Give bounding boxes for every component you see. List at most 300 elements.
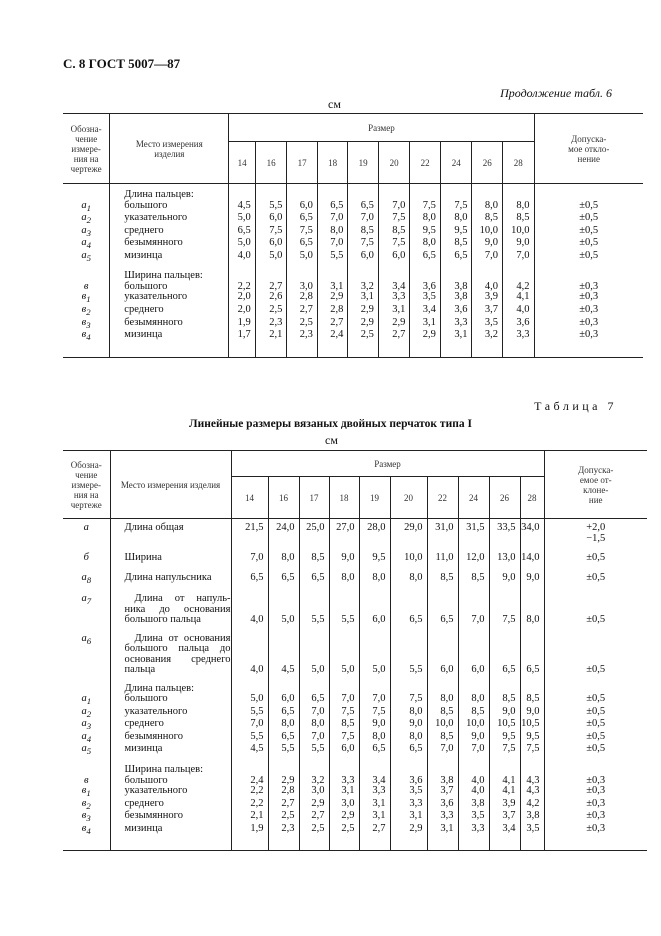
value-cell-16: 2,5 [268, 811, 299, 824]
value-cell-19: 8,0 [359, 573, 390, 586]
code-index: 1 [86, 294, 91, 305]
value-cell-18: 7,5 [329, 732, 359, 745]
tolerance-cell: ±0,5 [544, 744, 647, 757]
value-cell-28: 8,5 [502, 213, 534, 226]
table-row [63, 824, 647, 837]
measurement-code: $в_2$ [81, 304, 91, 318]
empty-cell [299, 836, 329, 851]
value-cell-24: 10,0 [458, 719, 489, 732]
place-cell: безымянного [110, 318, 229, 331]
value-cell-20: 3,1 [390, 811, 427, 824]
place-cell: среднего [110, 799, 231, 812]
value-cell-22: 3,1 [427, 824, 458, 837]
place-cell: большого [110, 776, 231, 787]
value-cell-16: 6,0 [255, 213, 287, 226]
empty-cell [255, 263, 287, 271]
empty-cell [229, 263, 255, 271]
tolerance-cell: ±0,5 [544, 634, 647, 676]
value-cell-18: 2,5 [329, 824, 359, 837]
value-cell-26: 8,0 [472, 201, 503, 214]
code-cell [63, 634, 110, 676]
value-cell-20: 2,7 [378, 330, 410, 343]
value-cell-14: 1,9 [231, 824, 268, 837]
empty-cell [231, 765, 268, 776]
value-cell-16: 6,0 [255, 238, 287, 251]
value-cell-18: 6,5 [317, 201, 348, 214]
value-cell-20: 7,5 [378, 213, 410, 226]
value-cell-17: 2,7 [299, 811, 329, 824]
size-header-18: 18 [317, 142, 348, 184]
code-index: 3 [86, 721, 92, 732]
value-cell-24: 3,8 [440, 292, 472, 305]
header-tolerance: Допуска- емое от- клоне- ние [544, 451, 647, 519]
code-index: 4 [86, 825, 91, 836]
size-header-24: 24 [440, 142, 472, 184]
value-cell-16: 2,3 [268, 824, 299, 837]
value-cell-24: 3,3 [458, 824, 489, 837]
value-cell-14: 7,0 [231, 553, 268, 564]
value-cell-22: 9,5 [410, 226, 441, 239]
value-cell-20: 8,5 [378, 226, 410, 239]
value-cell-14: 4,0 [231, 634, 268, 676]
value-cell-17: 5,5 [299, 744, 329, 757]
value-cell-19: 2,7 [359, 824, 390, 837]
value-cell-24: 9,0 [458, 732, 489, 745]
tolerance-cell: ±0,5 [544, 553, 647, 564]
value-cell-28: 3,5 [520, 824, 544, 837]
value-cell-28: 7,0 [502, 251, 534, 264]
value-cell-20: 8,0 [390, 707, 427, 720]
tolerance-cell: ±0,5 [534, 226, 643, 239]
size-header-17: 17 [287, 142, 318, 184]
empty-cell [231, 676, 268, 684]
value-cell-18: 2,9 [317, 292, 348, 305]
value-cell-26: 3,7 [472, 305, 503, 318]
value-cell-22: 11,0 [427, 553, 458, 564]
tolerance-cell: ±0,3 [534, 305, 643, 318]
empty-cell [544, 765, 647, 776]
value-cell-22: 6,5 [427, 594, 458, 626]
value-cell-16: 2,3 [255, 318, 287, 331]
place-cell: безымянного [110, 732, 231, 745]
value-cell-22: 8,0 [410, 213, 441, 226]
tolerance-cell: ±0,5 [534, 251, 643, 264]
size-header-14: 14 [231, 477, 268, 519]
empty-cell [458, 765, 489, 776]
value-cell-24: 4,0 [458, 786, 489, 799]
empty-cell [489, 765, 520, 776]
code-index: 5 [86, 252, 91, 263]
empty-cell [427, 676, 458, 684]
value-cell-24: 7,0 [458, 744, 489, 757]
empty-cell [489, 836, 520, 851]
tolerance-cell: ±0,3 [534, 292, 643, 305]
value-cell-24: 6,5 [440, 251, 472, 264]
value-cell-18: 2,9 [329, 811, 359, 824]
empty-cell [410, 263, 441, 271]
size-header-26: 26 [489, 477, 520, 519]
value-cell-22: 8,5 [427, 573, 458, 586]
value-cell-19: 9,5 [359, 553, 390, 564]
value-cell-26: 9,0 [489, 573, 520, 586]
value-cell-28: 4,2 [520, 799, 544, 812]
empty-cell [231, 836, 268, 851]
value-cell-18: 6,0 [329, 744, 359, 757]
table-row [63, 305, 643, 318]
tolerance-cell: ±0,5 [544, 732, 647, 745]
code-index: 2 [86, 800, 91, 811]
place-cell: мизинца [110, 251, 229, 264]
table-row [63, 238, 643, 251]
code-index: 4 [86, 733, 92, 744]
value-cell-22: 7,0 [427, 744, 458, 757]
empty-cell [287, 263, 318, 271]
size-header-16: 16 [255, 142, 287, 184]
value-cell-19: 6,0 [348, 251, 379, 264]
value-cell-14: 1,9 [229, 318, 255, 331]
empty-cell [390, 765, 427, 776]
header-size: Размер [231, 451, 544, 477]
empty-cell [472, 263, 503, 271]
group-title: Ширина пальцев: [110, 765, 231, 776]
value-cell-14: 6,5 [229, 226, 255, 239]
empty-cell [359, 836, 390, 851]
code-cell [63, 305, 110, 318]
empty-cell [299, 585, 329, 594]
empty-cell [502, 263, 534, 271]
empty-cell [255, 343, 287, 358]
empty-cell [268, 836, 299, 851]
value-cell-14: 2,0 [229, 292, 255, 305]
place-cell: среднего [110, 226, 229, 239]
value-cell-28: 10,5 [520, 719, 544, 732]
value-cell-16: 6,5 [268, 707, 299, 720]
value-cell-18: 7,0 [317, 213, 348, 226]
empty-cell [520, 836, 544, 851]
size-header-28: 28 [502, 142, 534, 184]
tolerance-cell: ±0,3 [534, 330, 643, 343]
code-cell [63, 238, 110, 251]
table7-unit: см [325, 433, 338, 447]
value-cell-17: 3,0 [287, 282, 318, 293]
size-header-18: 18 [329, 477, 359, 519]
value-cell-20: 5,5 [390, 634, 427, 676]
table-row [63, 251, 643, 264]
empty-cell [231, 757, 268, 765]
empty-cell [229, 190, 255, 201]
empty-cell [544, 676, 647, 684]
value-cell-24: 9,5 [440, 226, 472, 239]
code-cell [63, 573, 110, 586]
value-cell-26: 7,0 [472, 251, 503, 264]
measurement-code: $в_2$ [81, 797, 91, 811]
empty-cell [534, 263, 643, 271]
measurement-code: в [83, 280, 89, 292]
code-cell [63, 594, 110, 626]
table7-title: Линейные размеры вязаных двойных перчаток типа I [189, 418, 472, 430]
empty-cell [268, 757, 299, 765]
code-index: 2 [86, 708, 92, 719]
value-cell-17: 7,0 [299, 732, 329, 745]
empty-cell [390, 626, 427, 634]
value-cell-14: 2,2 [231, 786, 268, 799]
value-cell-26: 3,5 [472, 318, 503, 331]
place-cell: Ширина [110, 553, 231, 564]
value-cell-16: 2,9 [268, 776, 299, 787]
measurement-code: $a_3$ [81, 224, 91, 238]
code-index: 6 [86, 635, 92, 646]
table-row [63, 634, 647, 676]
table6-unit: см [328, 97, 341, 111]
size-header-16: 16 [268, 477, 299, 519]
code-cell [63, 786, 110, 799]
value-cell-28: 4,2 [502, 282, 534, 293]
empty-cell [63, 263, 110, 271]
tolerance-cell: ±0,3 [534, 318, 643, 331]
value-cell-16: 5,5 [255, 201, 287, 214]
empty-cell [440, 263, 472, 271]
size-header-20: 20 [390, 477, 427, 519]
empty-cell [359, 626, 390, 634]
value-cell-16: 24,0 [268, 523, 299, 544]
size-header-19: 19 [348, 142, 379, 184]
value-cell-18: 8,0 [329, 573, 359, 586]
value-cell-16: 6,0 [268, 694, 299, 707]
value-cell-28: 8,0 [520, 594, 544, 626]
value-cell-20: 7,0 [378, 201, 410, 214]
value-cell-22: 3,6 [427, 799, 458, 812]
value-cell-19: 5,0 [359, 634, 390, 676]
place-line: Длина от основания [134, 632, 231, 644]
value-cell-16: 5,5 [268, 744, 299, 757]
measurement-code: $a_4$ [81, 730, 92, 744]
value-cell-20: 3,5 [390, 786, 427, 799]
measurement-code: б [83, 552, 89, 563]
value-cell-16: 8,0 [268, 553, 299, 564]
value-cell-26: 9,0 [489, 707, 520, 720]
value-cell-18: 7,5 [329, 707, 359, 720]
place-cell: Длина напульсника [110, 573, 231, 586]
value-cell-22: 10,0 [427, 719, 458, 732]
value-cell-17: 3,2 [299, 776, 329, 787]
value-cell-19: 7,5 [359, 707, 390, 720]
value-cell-22: 2,9 [410, 330, 441, 343]
value-cell-22: 3,5 [410, 292, 441, 305]
value-cell-17: 7,0 [299, 707, 329, 720]
empty-cell [268, 585, 299, 594]
empty-cell [317, 343, 348, 358]
value-cell-28: 6,5 [520, 634, 544, 676]
empty-cell [63, 836, 110, 851]
value-cell-24: 3,1 [440, 330, 472, 343]
value-cell-19: 2,9 [348, 305, 379, 318]
value-cell-26: 4,0 [472, 282, 503, 293]
table7-caption: Таблица 7 [534, 399, 617, 413]
empty-cell [268, 626, 299, 634]
value-cell-20: 2,9 [378, 318, 410, 331]
value-cell-20: 8,0 [390, 732, 427, 745]
value-cell-28: 8,0 [502, 201, 534, 214]
empty-cell [329, 757, 359, 765]
code-cell [63, 330, 110, 343]
value-cell-14: 1,7 [229, 330, 255, 343]
value-cell-19: 6,5 [359, 744, 390, 757]
empty-cell [268, 676, 299, 684]
value-cell-22: 7,5 [410, 201, 441, 214]
value-cell-22: 3,3 [427, 811, 458, 824]
value-cell-28: 4,3 [520, 786, 544, 799]
value-cell-22: 8,5 [427, 707, 458, 720]
value-cell-26: 8,5 [472, 213, 503, 226]
value-cell-22: 3,7 [427, 786, 458, 799]
value-cell-24: 3,8 [440, 282, 472, 293]
measurement-code: $a_6$ [81, 632, 92, 646]
value-cell-26: 3,9 [489, 799, 520, 812]
empty-cell [440, 343, 472, 358]
empty-cell [329, 626, 359, 634]
value-cell-18: 5,5 [329, 594, 359, 626]
value-cell-20: 3,3 [378, 292, 410, 305]
value-cell-24: 4,0 [458, 776, 489, 787]
value-cell-24: 8,5 [458, 573, 489, 586]
place-cell: безымянного [110, 238, 229, 251]
table-row [63, 330, 643, 343]
value-cell-22: 3,1 [410, 318, 441, 331]
empty-cell [440, 190, 472, 201]
empty-cell [299, 626, 329, 634]
value-cell-26: 9,0 [472, 238, 503, 251]
empty-cell [544, 626, 647, 634]
place-cell: мизинца [110, 744, 231, 757]
place-cell: указательного [110, 707, 231, 720]
size-header-19: 19 [359, 477, 390, 519]
code-index: 4 [86, 332, 91, 343]
code-index: 5 [86, 746, 92, 757]
value-cell-26: 3,7 [489, 811, 520, 824]
tolerance-cell: ±0,5 [534, 201, 643, 214]
value-cell-26: 3,9 [472, 292, 503, 305]
code-index: 2 [86, 215, 91, 226]
size-header-20: 20 [378, 142, 410, 184]
value-cell-26: 6,5 [489, 634, 520, 676]
empty-cell [348, 263, 379, 271]
empty-cell [63, 757, 110, 765]
empty-cell [520, 626, 544, 634]
measurement-code: $a_3$ [81, 718, 92, 732]
value-cell-24: 3,5 [458, 811, 489, 824]
value-cell-16: 7,5 [255, 226, 287, 239]
value-cell-26: 7,5 [489, 744, 520, 757]
empty-cell [427, 836, 458, 851]
empty-cell [287, 190, 318, 201]
place-line: большого пальца до [124, 643, 231, 655]
value-cell-14: 2,1 [231, 811, 268, 824]
value-cell-26: 4,1 [489, 776, 520, 787]
value-cell-26: 3,2 [472, 330, 503, 343]
value-cell-28: 9,0 [520, 707, 544, 720]
value-cell-19: 7,0 [348, 213, 379, 226]
empty-cell [378, 263, 410, 271]
value-cell-14: 5,0 [229, 238, 255, 251]
value-cell-14: 4,5 [229, 201, 255, 214]
tolerance-cell: ±0,5 [534, 238, 643, 251]
value-cell-26: 8,5 [489, 694, 520, 707]
group-title: Длина пальцев: [110, 190, 229, 201]
value-cell-14: 21,5 [231, 523, 268, 544]
value-cell-20: 3,4 [378, 282, 410, 293]
tolerance-cell: ±0,5 [534, 213, 643, 226]
measurement-code: $в_1$ [81, 291, 91, 305]
value-cell-26: 33,5 [489, 523, 520, 544]
size-header-24: 24 [458, 477, 489, 519]
empty-cell [489, 585, 520, 594]
value-cell-16: 5,0 [268, 594, 299, 626]
value-cell-20: 29,0 [390, 523, 427, 544]
value-cell-20: 3,3 [390, 799, 427, 812]
value-cell-28: 34,0 [520, 523, 544, 544]
empty-cell [520, 676, 544, 684]
place-line: Длина от напуль- [134, 593, 231, 605]
value-cell-19: 3,3 [359, 786, 390, 799]
value-cell-17: 6,5 [287, 238, 318, 251]
value-cell-18: 3,3 [329, 776, 359, 787]
measurement-code: $a_7$ [81, 593, 92, 607]
empty-cell [317, 190, 348, 201]
group-title: Длина пальцев: [110, 684, 231, 695]
header-code: Обозна- чение измере- ния на чертеже [63, 114, 110, 184]
value-cell-24: 8,5 [458, 707, 489, 720]
tolerance-cell: ±0,5 [544, 573, 647, 586]
size-header-14: 14 [229, 142, 255, 184]
value-cell-26: 10,5 [489, 719, 520, 732]
table-7 [63, 450, 647, 851]
code-cell [63, 213, 110, 226]
empty-cell [299, 757, 329, 765]
place-cell: указательного [110, 213, 229, 226]
place-cell [110, 634, 231, 676]
value-cell-28: 3,3 [502, 330, 534, 343]
place-cell: большого [110, 694, 231, 707]
value-cell-17: 5,0 [287, 251, 318, 264]
code-index: 1 [86, 696, 92, 707]
code-cell [63, 694, 110, 707]
value-cell-18: 2,4 [317, 330, 348, 343]
value-cell-26: 13,0 [489, 553, 520, 564]
size-header-22: 22 [427, 477, 458, 519]
value-cell-17: 8,5 [299, 553, 329, 564]
value-cell-20: 3,1 [378, 305, 410, 318]
value-cell-28: 4,0 [502, 305, 534, 318]
empty-cell [427, 626, 458, 634]
tolerance-cell: ±0,5 [544, 694, 647, 707]
code-index: 1 [86, 202, 91, 213]
measurement-code: $a_1$ [81, 693, 92, 707]
empty-cell [458, 626, 489, 634]
value-cell-24: 6,0 [458, 634, 489, 676]
code-cell [63, 523, 110, 544]
value-cell-22: 8,0 [427, 694, 458, 707]
place-line: ника до основания [124, 603, 231, 615]
value-cell-20: 10,0 [390, 553, 427, 564]
value-cell-14: 5,5 [231, 732, 268, 745]
place-cell: среднего [110, 305, 229, 318]
value-cell-20: 7,5 [378, 238, 410, 251]
value-cell-19: 2,9 [348, 318, 379, 331]
code-index: 2 [86, 307, 91, 318]
empty-cell [458, 585, 489, 594]
value-cell-17: 2,7 [287, 305, 318, 318]
place-cell: безымянного [110, 811, 231, 824]
